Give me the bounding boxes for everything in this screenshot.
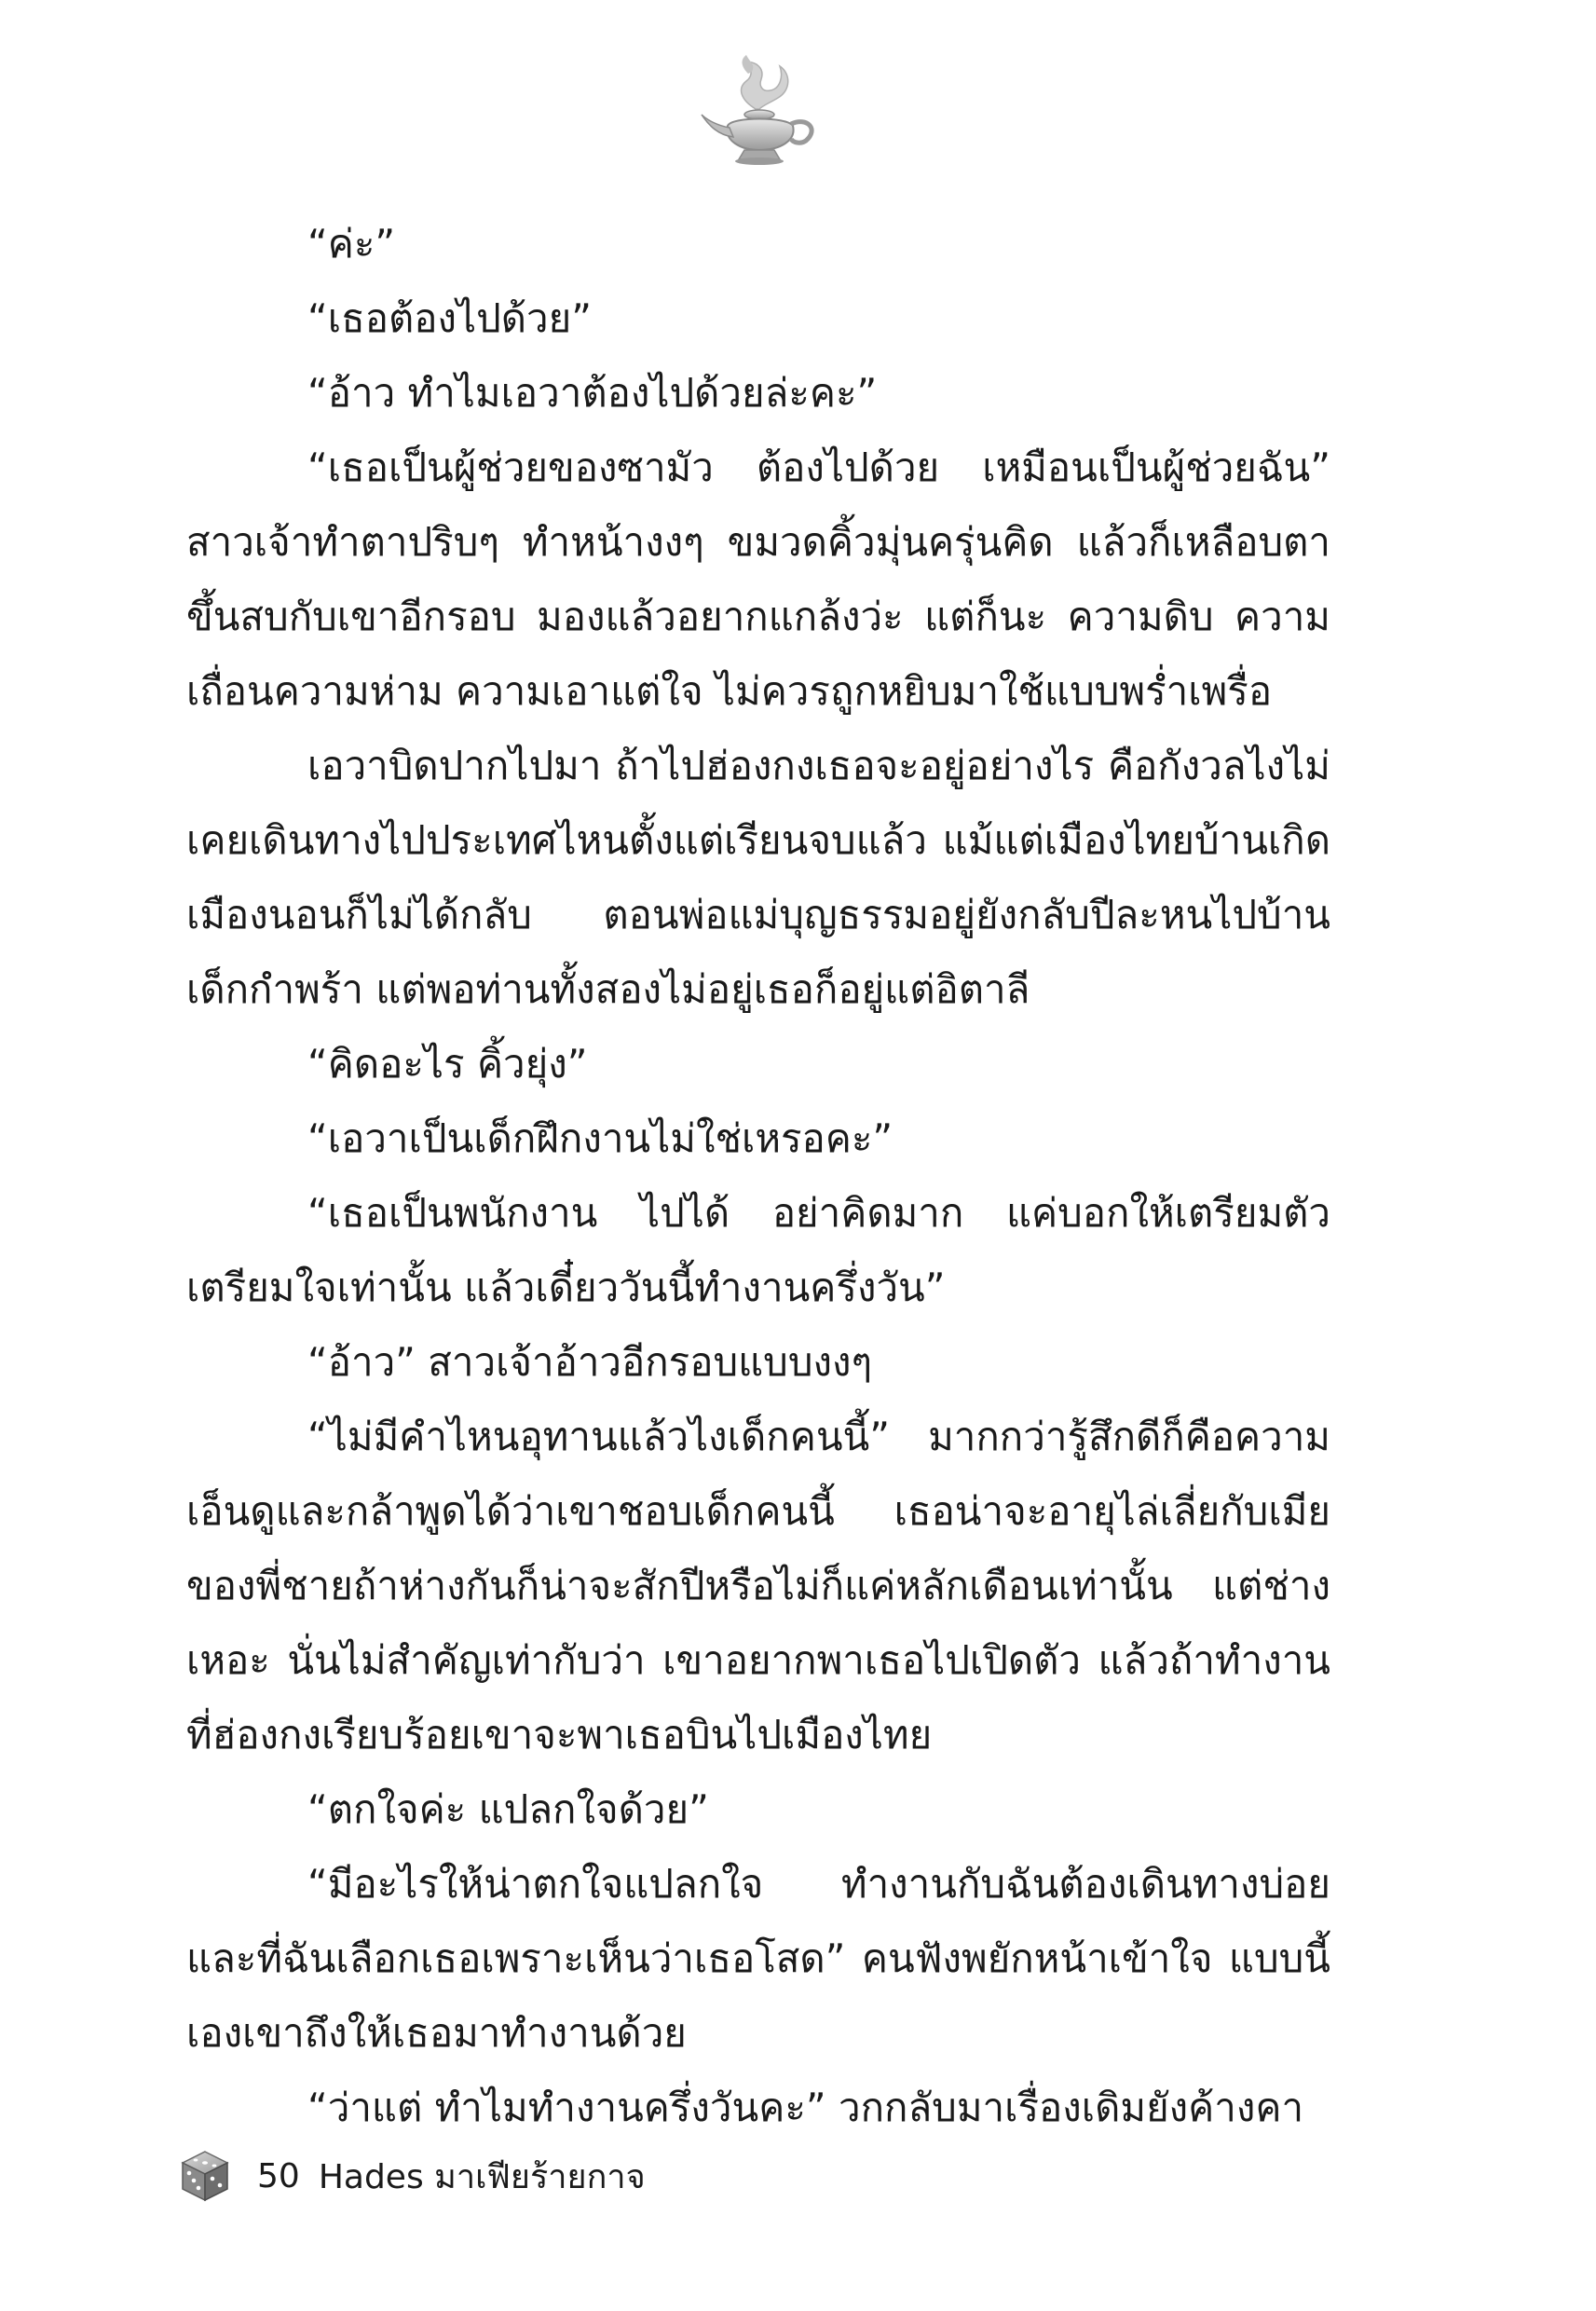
dice-icon — [177, 2148, 233, 2204]
body-text — [186, 207, 1330, 2145]
page-number: 50 — [257, 2156, 300, 2195]
paragraph: “อ้าว ทำไมเอวาต้องไปด้วยล่ะคะ” — [307, 370, 878, 416]
paragraph: “เธอเป็นผู้ช่วยของซามัว ต้องไปด้วย เหมือนเป็นผู้ช่วยฉัน” สาวเจ้าทำตาปริบๆ ทำหน้างงๆ ขมวดคิ้วมุ่นครุ่นคิด แล้วก็เหลือบตาขึ้นสบกับเขาอีกรอบ มองแล้วอยากแกล้งว่ะ แต่ก็นะ ความดิบ ความเถื่อนความห่าม ความเอาแต่ใจ ไม่ควรถูกหยิบมาใช้แบบพร่ำเพรื่อ — [186, 444, 1330, 714]
book-title: Hades มาเฟียร้ายกาจ — [318, 2157, 646, 2196]
paragraph: “ว่าแต่ ทำไมทำงานครึ่งวันคะ” วกกลับมาเรื่องเดิมยังค้างคา — [307, 2085, 1304, 2130]
paragraph: “ไม่มีคำไหนอุทานแล้วไงเด็กคนนี้” มากกว่ารู้สึกดีก็คือความเอ็นดูและกล้าพูดได้ว่าเขาชอบเด็กคนนี้ เธอน่าจะอายุไล่เลี่ยกับเมียของพี่ชายถ้าห่างกันก็น่าจะสักปีหรือไม่ก็แค่หลักเดือนเท่านั้น แต่ช่างเหอะ นั่นไม่สำคัญเท่ากับว่า เขาอยากพาเธอไปเปิดตัว แล้วถ้าทำงานที่ฮ่องกงเรียบร้อยเขาจะพาเธอบินไปเมืองไทย — [186, 1414, 1330, 1757]
paragraph: “ค่ะ” — [307, 221, 396, 267]
paragraph: “มีอะไรให้น่าตกใจแปลกใจ ทำงานกับฉันต้องเดินทางบ่อยและที่ฉันเลือกเธอเพราะเห็นว่าเธอโสด” คนฟังพยักหน้าเข้าใจ แบบนี้เองเขาถึงให้เธอมาทำงานด้วย — [186, 1861, 1330, 2056]
paragraph: “เธอเป็นพนักงาน ไปได้ อย่าคิดมาก แค่บอกให้เตรียมตัวเตรียมใจเท่านั้น แล้วเดี๋ยววันนี้ทำงานครึ่งวัน” — [186, 1190, 1330, 1310]
paragraph: “อ้าว” สาวเจ้าอ้าวอีกรอบแบบงงๆ — [307, 1339, 873, 1385]
paragraph: เอวาบิดปากไปมา ถ้าไปฮ่องกงเธอจะอยู่อย่างไร คือกังวลไงไม่เคยเดินทางไปประเทศไหนตั้งแต่เรียนจบแล้ว แม้แต่เมืองไทยบ้านเกิดเมืองนอนก็ไม่ได้กลับ ตอนพ่อแม่บุญธรรมอยู่ยังกลับปีละหนไปบ้านเด็กกำพร้า แต่พอท่านทั้งสองไม่อยู่เธอก็อยู่แต่อิตาลี — [186, 743, 1330, 1012]
paragraph: “คิดอะไร คิ้วยุ่ง” — [307, 1041, 588, 1087]
genie-lamp-icon — [694, 51, 825, 172]
page-footer — [177, 2143, 646, 2208]
paragraph: “เอวาเป็นเด็กฝึกงานไม่ใช่เหรอคะ” — [307, 1115, 893, 1161]
paragraph: “ตกใจค่ะ แปลกใจด้วย” — [307, 1786, 709, 1832]
paragraph: “เธอต้องไปด้วย” — [307, 295, 592, 341]
